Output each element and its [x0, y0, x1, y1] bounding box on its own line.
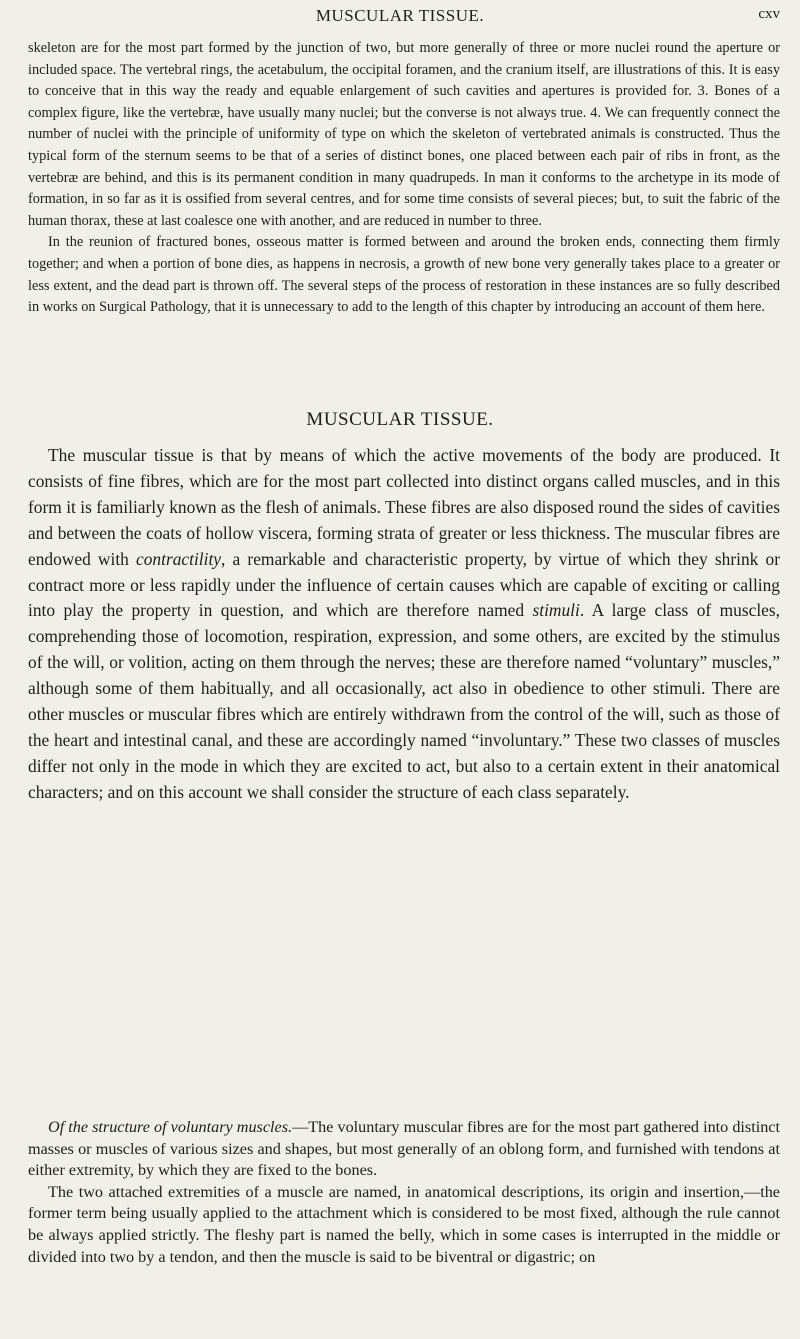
running-title: MUSCULAR TISSUE.	[315, 6, 485, 25]
body-paragraph: The two attached extremities of a muscle are named, in anatomical descriptions, its origin and insertion,—the former term being usually applied to the attachment which is considered to be most fixed, although the rule cannot be always applied strictly. The fleshy part is named the belly, which in some cases is interrupted in the middle or divided into two by a tendon, and then the muscle is said to be biventral or digastric; on	[28, 1182, 780, 1266]
body-text: , a remarkable and characteristic property, by virtue of which they shrink or contract more or less rapidly under the influence of certain causes which are capable of exciting or calling into play the property in question, and which are therefore named	[28, 548, 780, 621]
page-header	[0, 6, 800, 30]
intro-paragraph: skeleton are for the most part formed by the junction of two, but more generally of three or more nuclei round the aperture or included space. The vertebral rings, the acetabulum, the occipital foramen, and the cranium itself, are illustrations of this. It is easy to conceive that in this way the ready and equable enlargement of such cavities and apertures is provided for. 3. Bones of a complex figure, like the vertebræ, have usually many nuclei; but the converse is not always true. 4. We can frequently connect the number of nuclei with the principle of uniformity of type on which the skeleton of vertebrated animals is constructed. Thus the typical form of the sternum seems to be that of a series of distinct bones, one placed between each pair of ribs in front, as the vertebræ are behind, and this is its permanent condition in many quadrupeds. In man it conforms to the archetype in its mode of formation, in so far as it is ossified from several centres, and for some time consists of several pieces; but, to suit the fabric of the human thorax, these at last coalesce one with another, and are reduced in number to three.	[28, 40, 780, 229]
section-body	[28, 443, 780, 806]
italic-term: stimuli	[532, 600, 580, 621]
intro-text-block	[28, 38, 780, 319]
page-number: cxv	[758, 6, 780, 22]
section-heading: MUSCULAR TISSUE.	[306, 409, 494, 430]
body-text: The muscular tissue is that by means of which the active movements of the body are produced. It consists of fine fibres, which are for the most part collected into distinct organs called muscles, and in this form it is familiarly known as the flesh of animals. These fibres are also disposed round the sides of cavities and between the coats of hollow viscera, forming strata of greater or less thickness. The muscular fibres are endowed with	[28, 445, 780, 569]
subsection-title: Of the structure of voluntary muscles.	[48, 1118, 293, 1136]
body-paragraph	[28, 1117, 780, 1182]
body-paragraph	[28, 443, 780, 806]
body-text: . A large class of muscles, comprehending those of locomotion, respiration, expression, and some others, are excited by the stimulus of the will, or volition, acting on them through the nerves; these are therefore named “voluntary” muscles,” although some of them habitually, and all occasionally, act also in obedience to other stimuli. There are other muscles or muscular fibres which are entirely withdrawn from the control of the will, such as those of the heart and intestinal canal, and these are accordingly named “involuntary.” These two classes of muscles differ not only in the mode in which they are excited to act, but also to a certain extent in their anatomical characters; and on this account we shall consider the structure of each class separately.	[28, 600, 780, 802]
subsection-body	[28, 1117, 780, 1268]
intro-paragraph: In the reunion of fractured bones, osseous matter is formed between and around the broken ends, connecting them firmly together; and when a portion of bone dies, as happens in necrosis, a growth of new bone very generally takes place to a greater or less extent, and the dead part is thrown off. The several steps of the process of restoration in these instances are so fully described in works on Surgical Pathology, that it is unnecessary to add to the length of this chapter by introducing an account of them here.	[28, 234, 780, 316]
italic-term: contractility	[136, 548, 222, 569]
body-text: —The voluntary muscular fibres are for the most part gathered into distinct masses or muscles of various sizes and shapes, but most generally of an oblong form, and furnished with tendons at either extremity, by which they are fixed to the bones.	[28, 1118, 780, 1180]
